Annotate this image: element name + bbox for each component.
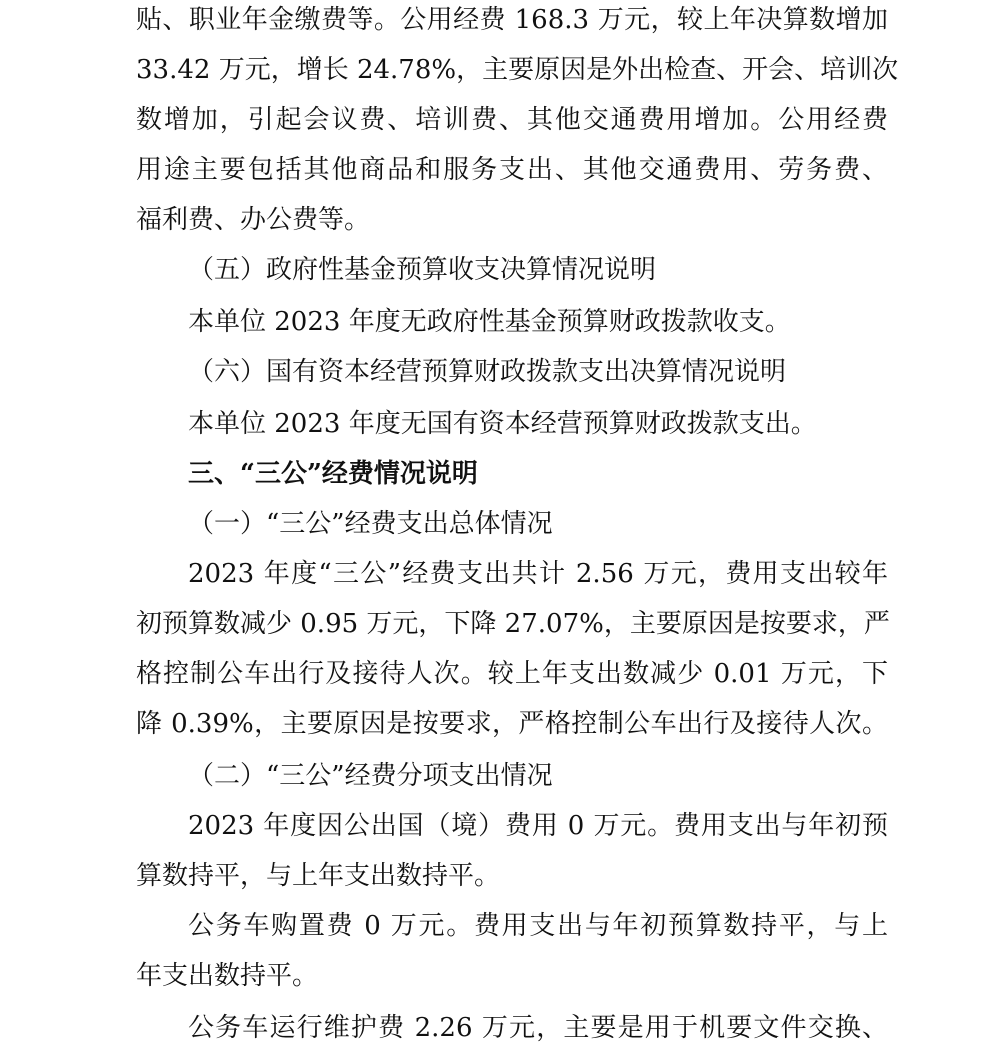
paragraph-line: 贴、职业年金缴费等。公用经费 168.3 万元，较上年决算数增加: [136, 5, 888, 35]
paragraph-line: 2023 年度“三公”经费支出共计 2.56 万元，费用支出较年: [188, 559, 888, 589]
paragraph-line: 降 0.39%，主要原因是按要求，严格控制公车出行及接待人次。: [136, 709, 888, 739]
paragraph-line: 初预算数减少 0.95 万元，下降 27.07%，主要原因是按要求，严: [136, 609, 890, 639]
paragraph-line: 本单位 2023 年度无国有资本经营预算财政拨款支出。: [188, 409, 817, 439]
paragraph-line: 本单位 2023 年度无政府性基金预算财政拨款收支。: [188, 307, 791, 337]
paragraph-line: 数增加，引起会议费、培训费、其他交通费用增加。公用经费: [136, 105, 888, 135]
paragraph-line: 福利费、办公费等。: [136, 205, 371, 235]
paragraph-line: 公务车运行维护费 2.26 万元，主要是用于机要文件交换、: [188, 1013, 888, 1043]
chapter-heading-3: 三、“三公”经费情况说明: [188, 459, 478, 489]
section-heading-6: （六）国有资本经营预算财政拨款支出决算情况说明: [188, 357, 787, 387]
paragraph-line: 公务车购置费 0 万元。费用支出与年初预算数持平，与上: [188, 911, 888, 941]
paragraph-line: 33.42 万元，增长 24.78%，主要原因是外出检查、开会、培训次: [136, 55, 899, 85]
section-heading-5: （五）政府性基金预算收支决算情况说明: [188, 255, 657, 285]
paragraph-line: 格控制公车出行及接待人次。较上年支出数减少 0.01 万元，下: [136, 659, 888, 689]
paragraph-line: 年支出数持平。: [136, 961, 319, 991]
paragraph-line: 算数持平，与上年支出数持平。: [136, 861, 501, 891]
paragraph-line: 2023 年度因公出国（境）费用 0 万元。费用支出与年初预: [188, 811, 888, 841]
subsection-heading-2: （二）“三公”经费分项支出情况: [188, 761, 553, 791]
subsection-heading-1: （一）“三公”经费支出总体情况: [188, 509, 553, 539]
paragraph-line: 用途主要包括其他商品和服务支出、其他交通费用、劳务费、: [136, 155, 888, 185]
